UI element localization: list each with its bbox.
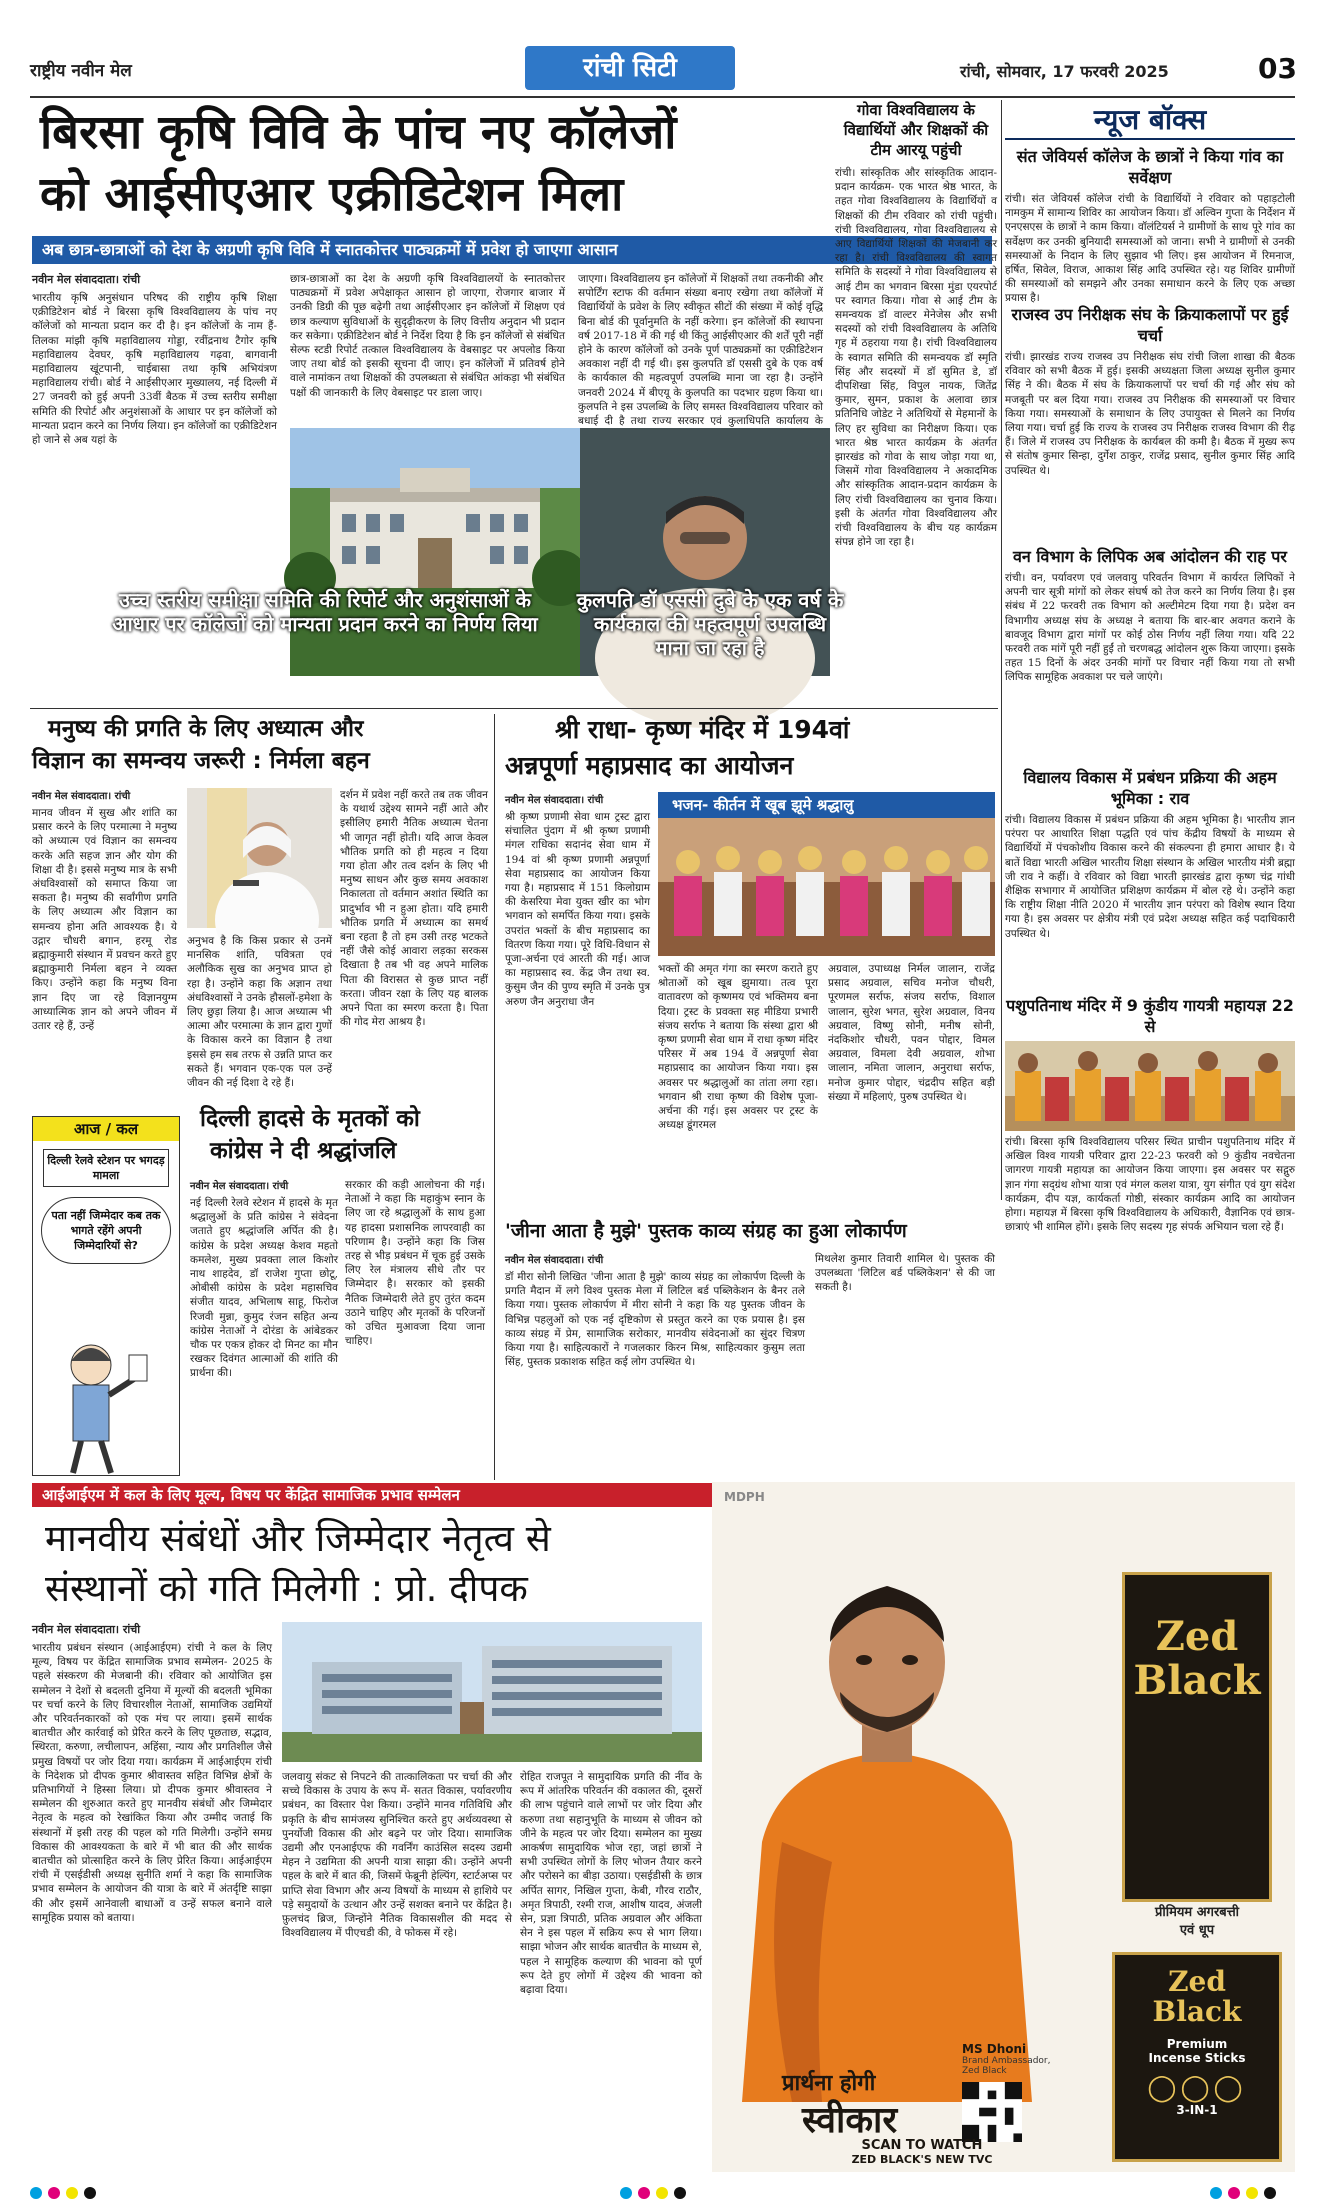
book-col-2-text: मिथलेश कुमार तिवारी शामिल थे। पुस्तक की उपलब्धता 'लिटिल बर्ड पब्लिकेशन' से की जा सकती है। bbox=[815, 1253, 995, 1294]
news-item-3-text: रांची। वन, पर्यावरण एवं जलवायु परिवर्तन विभाग में कार्यरत लिपिकों ने अपनी चार सूत्री मांगों को लेकर संघर्ष को तेज करने का निर्णय लिया है। इस संबंध में 22 फरवरी तक विभाग को अल्टीमेटम दिया गया है। प्रदेश वन विभागीय अध्यक्ष संघ के अध्यक्ष ने बताया कि बार-बार अवगत कराने के बावजूद विभाग द्वारा मांगों पर कोई ठोस निर्णय नहीं लिया गया। यदि 22 फरवरी तक मांगें पूरी नहीं हुईं तो चरणबद्ध आंदोलन शुरू किया जाएगा। इसके तहत 15 दिनों के अंदर उनकी मांगों पर विचार नहीं किया गया तो सभी लिपिक सामूहिक अवकाश पर चले जाएंगे। bbox=[1005, 572, 1295, 684]
radha-byline: नवीन मेल संवाददाता। रांची bbox=[505, 795, 604, 806]
iim-campus-illustration bbox=[282, 1622, 702, 1762]
lead-col-2-text: छात्र-छात्राओं का देश के अग्रणी कृषि विश्वविद्यालयों के स्नातकोत्तर पाठ्यक्रमों में प्रवेश अपेक्षाकृत आसान हो जाएगा, रोजगार बाजार में उनकी डिग्री की पूछ बढ़ेगी तथा आईसीएआर इन कॉलेजों में शिक्षण एवं छात्र कल्याण सुविधाओं के सुदृढ़ीकरण के लिए वित्तीय अनुदान भी प्रदान कर सकेगा। एक्रीडिटेशन बोर्ड ने निर्देश दिया है कि इन कॉलेजों से संबंधित सेल्फ स्टडी रिपोर्ट तत्काल विश्वविद्यालय के वेबसाइट पर अपलोड किया जाए तथा बोर्ड को इसकी सूचना दी जाए। इन कॉलेजों में प्रतिवर्ष होने वाले नामांकन तथा शिक्षकों की उपलब्धता से संबंधित आंकड़ा भी संबंधित पक्षों की जानकारी के लिए वेबसाइट पर डाला जाए। bbox=[290, 273, 565, 399]
cartoon-header bbox=[33, 1117, 179, 1141]
mid-vertical-rule bbox=[494, 714, 495, 1480]
speaker-illustration bbox=[187, 788, 332, 928]
section-banner bbox=[525, 46, 735, 90]
radha-headline-2: अन्नपूर्णा महाप्रसाद का आयोजन bbox=[505, 751, 794, 780]
delhi-col-1-text: नई दिल्ली रेलवे स्टेशन में हादसे के मृत श्रद्धालुओं के प्रति कांग्रेस ने संवेदना जताते हुए श्रद्धांजलि अर्पित की है। कांग्रेस के प्रदेश अध्यक्ष केशव महतो कमलेश, मुख्य प्रवक्ता लाल किशोर नाथ शाहदेव, डॉ राजेश गुप्ता छोटू, ओबीसी कांग्रेस के प्रदेश महासचिव संजीत यादव, अभिलाष साहू, फिरोज रिजवी मुन्ना, कुमुद रंजन सहित अन्य कांग्रेस नेताओं ने दोरंडा के आंबेडकर चौक पर एकत्र होकर दो मिनट का मौन रखकर दिवंगत आत्माओं की शांति की प्रार्थना की। bbox=[190, 1197, 338, 1380]
news-item-2 bbox=[1005, 304, 1295, 536]
lead-caption-right: कुलपति डॉ एससी दुबे के एक वर्ष के कार्यकाल की महत्वपूर्ण उपलब्धि माना जा रहा है bbox=[576, 588, 844, 660]
book-headline: 'जीना आता है मुझे' पुस्तक काव्य संग्रह का हुआ लोकार्पण bbox=[505, 1220, 907, 1242]
reg-mark-magenta-2 bbox=[638, 2187, 650, 2199]
reg-mark-cyan bbox=[30, 2187, 42, 2199]
ambassador-title-2: Zed Black bbox=[962, 2066, 1007, 2076]
radha-col-3-text: अग्रवाल, उपाध्यक्ष निर्मल जालान, राजेंद्र प्रसाद अग्रवाल, सचिव मनोज चौधरी, पूरणमल सर्राफ, संजय सर्राफ, विशाल जालान, सुरेश भगत, सुरेश अग्रवाल, विनय अग्रवाल, विष्णु सोनी, मनीष सोनी, नंदकिशोर चौधरी, पवन पोद्दार, विमल अग्रवाल, विमला देवी अग्रवाल, शोभा जालान, नमिता जालान, अनुराधा सर्राफ, मनोज कुमार पोद्दार, चंद्रदीप सहित बड़ी संख्या में महिलाएं, पुरुष उपस्थित थे। bbox=[828, 963, 995, 1103]
nirmala-headline-2: विज्ञान का समन्वय जरूरी : निर्मला बहन bbox=[32, 748, 370, 774]
news-item-5-headline: पशुपतिनाथ मंदिर में 9 कुंडीय गायत्री महायज्ञ 22 से bbox=[1006, 996, 1294, 1036]
box1-label-1: प्रीमियम अगरबत्ती bbox=[1154, 1905, 1240, 1920]
ad-tagline-1: प्रार्थना होगी bbox=[782, 2070, 876, 2096]
product-box-2 bbox=[1112, 1952, 1282, 2162]
nirmala-col-2-text: अनुभव है कि किस प्रकार से उनमें मानसिक शांति, पवित्रता एवं अलौकिक सुख का अनुभव प्राप्त हो रहा है। उन्होंने कहा कि अज्ञान तथा अंधविश्वासों ने उनके हौसलों-हमेशा के लिए छुड़ा लिया है। आज अध्यात्म भी आत्मा और परमात्मा के ज्ञान द्वारा गुणों के विकास करने का विज्ञान है तथा इससे हम सब तरफ से उन्नति प्राप्त कर सकते हैं। भगवान एक-एक पल उन्हें जीवन की नई दिशा दे रहे हैं। bbox=[187, 935, 332, 1090]
lead-bottom-rule bbox=[30, 708, 998, 709]
cartoon-box bbox=[32, 1116, 180, 1476]
page-number: 03 bbox=[1258, 52, 1297, 85]
campus-illustration bbox=[290, 428, 580, 676]
radha-col-1 bbox=[505, 792, 650, 1212]
reg-mark-yellow-2 bbox=[656, 2187, 668, 2199]
cartoon-man-icon bbox=[33, 1325, 179, 1475]
box2-label-3: 3-IN-1 bbox=[1176, 2103, 1218, 2117]
box2-label-1: Premium bbox=[1166, 2037, 1228, 2051]
news-box-title: न्यूज बॉक्स bbox=[1005, 100, 1295, 140]
reg-mark-black bbox=[84, 2187, 96, 2199]
yagya-photo bbox=[1005, 1041, 1295, 1131]
ad-publisher-mark: MDPH bbox=[724, 1490, 765, 1504]
news-item-2-text: रांची। झारखंड राज्य राजस्व उप निरीक्षक संघ रांची जिला शाखा की बैठक रविवार को सभी बैठक में हुई। इसकी अध्यक्षता जिला अध्यक्ष सुनील कुमार सिंह ने की। बैठक में संघ के क्रियाकलापों पर चर्चा की गई और संघ को मजबूती पर बल दिया गया। राजस्व उप निरीक्षक की समस्याओं पर विचार किया गया। समस्याओं के समाधान के लिए उपायुक्त से मिलने का निर्णय लिया गया। चर्चा हुई कि राज्य के राजस्व उप निरीक्षक राजस्व विभाग की रीढ़ हैं। जिले में राजस्व उप निरीक्षक के कार्यबल की कमी है। बैठक में मुख्य रूप से संतोष कुमार सिन्हा, दुर्गेश ठाकुर, राजेंद्र प्रसाद, सुनील कुमार सिंह आदि उपस्थित थे। bbox=[1005, 351, 1295, 477]
delhi-headline-2: कांग्रेस ने दी श्रद्धांजलि bbox=[210, 1138, 397, 1164]
nirmala-col-1-text: मानव जीवन में सुख और शांति का प्रसार करने के लिए परमात्मा ने मनुष्य को अध्यात्म एवं विज्ञान का समन्वय करके अति सहज ज्ञान और योग की शिक्षा दी है। इससे मनुष्य मात्र के सभी अंधविश्वासों को समाप्त किया जा सकता है। मनुष्य की सर्वांगीण प्रगति के लिए अध्यात्म और विज्ञान का समन्वय होना अति आवश्यक है। ये उद्गार चौधरी बगान, हरमू रोड ब्रह्माकुमारी संस्थान में प्रवचन करते हुए ब्रह्माकुमारी निर्मला बहन ने व्यक्त किए। उन्होंने कहा कि मनुष्य विना ज्ञान दिए जा रहे विज्ञानयुग्म आध्यात्मिक ज्ञान को अपने जीवन में उतार रहे हैं, उन्हें bbox=[32, 807, 177, 1033]
ad-cta-line-2: ZED BLACK'S NEW TVC bbox=[851, 2153, 993, 2166]
book-col-1-text: डॉ मीरा सोनी लिखित 'जीना आता है मुझे' काव्य संग्रह का लोकार्पण दिल्ली के प्रगति मैदान में लगे विश्व पुस्तक मेला में लिटिल बर्ड पब्लिकेशन के बैनर तले किया गया। पुस्तक लोकार्पण में मीरा सोनी ने कहा कि यह पुस्तक जीवन के विभिन्न पहलुओं को एक नई दृष्टिकोण से प्रस्तुत करने का एक प्रयास है। इस काव्य संग्रह में प्रेम, सामाजिक सरोकार, मानवीय संवेदनाओं का सुंदर चित्रण किया गया है। साहित्यकारों ने गजलकार किरन मिश्र, साहित्यकार कुसुम लता सिंह, पुस्तक प्रकाशक सहित कई लोग उपस्थित थे। bbox=[505, 1271, 805, 1369]
masthead bbox=[30, 44, 1295, 94]
box2-label-2: Incense Sticks bbox=[1148, 2051, 1246, 2065]
delhi-headline-1: दिल्ली हादसे के मृतकों को bbox=[200, 1106, 420, 1132]
lead-subhead-text: अब छात्र-छात्राओं को देश के अग्रणी कृषि विवि में स्नातकोत्तर पाठ्यक्रमों में प्रवेश हो जाएगा आसान bbox=[42, 240, 618, 259]
reg-mark-yellow bbox=[66, 2187, 78, 2199]
product-box-1-label bbox=[1112, 1902, 1282, 1938]
rings-icon: ◯◯◯ bbox=[1147, 2073, 1247, 2103]
iim-col-1 bbox=[32, 1622, 272, 2170]
news-item-4-headline: विद्यालय विकास में प्रबंधन प्रक्रिया की अहम भूमिका : राव bbox=[1023, 768, 1277, 808]
iim-photo bbox=[282, 1622, 702, 1762]
dateline: रांची, सोमवार, 17 फरवरी 2025 bbox=[960, 62, 1169, 81]
goa-headline: गोवा विश्वविद्यालय के विद्यार्थियों और शिक्षकों की टीम आरयू पहुंची bbox=[843, 101, 989, 159]
iim-byline: नवीन मेल संवाददाता। रांची bbox=[32, 1623, 141, 1636]
cartoon-sign: दिल्ली रेलवे स्टेशन पर भगदड़ मामला bbox=[43, 1149, 169, 1187]
masthead-rule bbox=[30, 96, 1295, 98]
iim-headline-1: मानवीय संबंधों और जिम्मेदार नेतृत्व से bbox=[45, 1517, 551, 1560]
iim-col-1-text: भारतीय प्रबंधन संस्थान (आईआईएम) रांची ने कल के लिए मूल्य, विषय पर केंद्रित सामाजिक प्रभाव सम्मेलन- 2025 के पहले संस्करण की मेजबानी की। रविवार को आयोजित इस सम्मेलन ने देशों से बदलती दुनिया में मूल्यों की बदलती भूमिका पर चर्चा करने के लिए विचारशील नेताओं, सामाजिक उद्यमियों और परिवर्तनकारकों को एक मंच पर लाया। इसमें सार्थक बातचीत और कार्रवाई को प्रेरित करने के लिए पूछताछ, सद्भाव, स्थिरता, करुणा, लचीलापन, अहिंसा, न्याय और प्रगतिशील जैसे प्रमुख विषयों पर जोर दिया गया। कार्यक्रम में आईआईएम रांची के निदेशक प्रो दीपक कुमार श्रीवास्तव सहित विभिन्न क्षेत्रों के प्रतिभागियों ने हिस्सा लिया। प्रो दीपक कुमार श्रीवास्तव ने सम्मेलन की शुरुआत करते हुए मानवीय संबंधों और जिम्मेदार नेतृत्व के महत्व को रेखांकित किया और उम्मीद जताई कि संस्थानों में इसी तरह की पहल को गति मिलेगी। उन्होंने समग्र विकास की आवश्यकता के बारे में भी बात की और सार्थक बातचीत को प्रोत्साहित करने के लिए प्रेरित किया। आईआईएम रांची में एसईडीसी अध्यक्ष सुनीति शर्मा ने कहा कि सामाजिक प्रभाव सम्मेलन के आयोजन की यात्रा के बारे में अंतर्दृष्टि साझा की और इसमें आनेवाली बाधाओं व उन्हें सफल बनाने वाले सामूहिक प्रयास को बताया। bbox=[32, 1642, 272, 1924]
lead-col-1-text: भारतीय कृषि अनुसंधान परिषद की राष्ट्रीय कृषि शिक्षा एक्रीडिटेशन बोर्ड ने बिरसा कृषि विश्वविद्यालय के पांच नए कॉलेजों को मान्यता प्रदान कर दी है। इन कॉलेजों के नाम हैं- तिलका मांझी कृषि महाविद्यालय गोड्डा, रवींद्रनाथ टैगोर कृषि महाविद्यालय देवघर, कृषि महाविद्यालय गढ़वा, बागवानी महाविद्यालय खूंटपानी, चाईबासा तथा कृषि अभियंत्रण महाविद्यालय रांची। बोर्ड ने आईसीएआर मुख्यालय, नई दिल्ली में 27 जनवरी को हुई अपनी 33वीं बैठक में उच्च स्तरीय समीक्षा समिति की रिपोर्ट और अनुशंसाओं के आधार पर इन कॉलेजों को मान्यता प्रदान करने का निर्णय लिया। इन कॉलेजों का एक्रीडिटेशन हो जाने से अब यहां के bbox=[32, 292, 277, 447]
ad-tagline-2: स्वीकार bbox=[802, 2099, 898, 2141]
box1-label-2: एवं धूप bbox=[1179, 1923, 1215, 1938]
book-col-1 bbox=[505, 1252, 805, 1476]
cartoon-label-today: आज bbox=[73, 1120, 101, 1138]
reg-mark-cyan-3 bbox=[1210, 2187, 1222, 2199]
ad-ambassador-credit bbox=[962, 2042, 1102, 2076]
box2-brand-2: Black bbox=[1152, 1995, 1242, 2028]
reg-mark-magenta-3 bbox=[1228, 2187, 1240, 2199]
lead-headline-1: बिरसा कृषि विवि के पांच नए कॉलेजों bbox=[40, 105, 677, 160]
news-item-2-headline: राजस्व उप निरीक्षक संघ के क्रियाकलापों पर हुई चर्चा bbox=[1011, 305, 1289, 345]
news-item-1 bbox=[1005, 146, 1295, 305]
news-item-3 bbox=[1005, 546, 1295, 757]
goa-text: रांची। सांस्कृतिक और सांस्कृतिक आदान-प्रदान कार्यक्रम- एक भारत श्रेष्ठ भारत, के तहत गोवा विश्वविद्यालय के विद्यार्थियों व शिक्षकों की टीम रविवार को रांची पहुंची। रांची विश्वविद्यालय, गोवा विश्वविद्यालय से आए विद्यार्थियों शिक्षकों की मेजबानी कर रहा है। रांची विश्वविद्यालय की स्वागत समिति के सदस्यों ने गोवा विश्वविद्यालय से आई टीम का भगवान बिरसा मुंडा एयरपोर्ट पर स्वागत किया। गोवा से आई टीम के समन्वयक डॉ वाल्टर मेनेजेस और सभी सदस्यों को रांची विश्वविद्यालय के अतिथि गृह में ठहराया गया है। रांची विश्वविद्यालय के स्वागत समिति की समन्वयक डॉ स्मृति सिंह और सदस्यों में डॉ सुमित डे, डॉ दीपशिखा सिंह, विपुल नायक, जितेंद्र कुमार, सुमन, प्रकाश के अलावा छात्र प्रतिनिधि जोडेट ने अतिथियों से मेहमानों के लिए हर सुविधा का निरीक्षण किया। एक भारत श्रेष्ठ भारत कार्यक्रम के अंतर्गत झारखंड को गोवा के साथ जोड़ा गया था, जिसमें गोवा विश्वविद्यालय ने अकादमिक और सांस्कृतिक आदान-प्रदान कार्यक्रम के लिए रांची विश्वविद्यालय का चुनाव किया। इसी के अंतर्गत गोवा विश्वविद्यालय और रांची विश्वविद्यालय के बीच यह कार्यक्रम संपन्न होने जा रहा है। bbox=[835, 167, 997, 549]
reg-mark-black-2 bbox=[674, 2187, 686, 2199]
registration-marks-center bbox=[620, 2184, 692, 2203]
product-box-1 bbox=[1122, 1572, 1272, 1902]
cartoon-bubble: पता नहीं जिम्मेदार कब तक भागते रहेंगे अपनी जिम्मेदारियों से? bbox=[41, 1197, 171, 1264]
box1-brand-2: Black bbox=[1133, 1657, 1261, 1704]
right-column-rule bbox=[1001, 100, 1002, 1200]
lead-col-3-text: जाएगा। विश्वविद्यालय इन कॉलेजों में शिक्षकों तथा तकनीकी और सपोर्टिंग स्टाफ की वर्तमान संख्या बनाए रखेगा तथा कॉलेजों में विद्यार्थियों के प्रवेश के लिए स्वीकृत सीटों की संख्या में कोई वृद्धि बिना बोर्ड की पूर्वानुमति के नहीं करेगा। इन कॉलेजों की स्थापना वर्ष 2017-18 में की गई थी किंतु आईसीएआर की शर्तें पूरी नहीं होने के कारण कॉलेजों को उनके पूर्ण पाठ्यक्रमों का एक्रीडिटेशन अवकाश नहीं दी गई थी। इस कुलपति डॉ एससी दुबे के एक वर्ष के कार्यकाल की महत्वपूर्ण उपलब्धि माना जा रहा है। उन्होंने जनवरी 2024 में बीएयू के कुलपति का पदभार ग्रहण किया था। कुलपति ने इस उपलब्धि के लिए समस्त विश्वविद्यालय परिवार को बधाई दी है तथा राज्य सरकार एवं कुलाधिपति कार्यालय के bbox=[578, 273, 823, 428]
ad-cta-line-1: SCAN TO WATCH bbox=[861, 2138, 983, 2153]
cartoon-label-tomorrow: कल bbox=[116, 1120, 139, 1138]
reg-mark-cyan-2 bbox=[620, 2187, 632, 2199]
news-box bbox=[1005, 100, 1296, 1234]
delhi-col-1 bbox=[190, 1178, 338, 1478]
qr-code-icon[interactable] bbox=[962, 2082, 1022, 2142]
zed-black-ad bbox=[712, 1482, 1295, 2172]
lead-byline: नवीन मेल संवाददाता। रांची bbox=[32, 273, 141, 286]
ad-cta bbox=[752, 2138, 1092, 2166]
delhi-col-2-text: सरकार की कड़ी आलोचना की गई। नेताओं ने कहा कि महाकुंभ स्नान के लिए जा रहे श्रद्धालुओं के साथ हुआ यह हादसा प्रशासनिक लापरवाही का परिणाम है। उन्होंने कहा कि जिस तरह से भीड़ प्रबंधन में चूक हुई उसके लिए रेल मंत्रालय सीधे तौर पर जिम्मेदार है। सरकार को इसकी नैतिक जिम्मेदारी लेते हुए तुरंत कदम उठाने चाहिए और मृतकों के परिजनों को उचित मुआवजा दिया जाना चाहिए। bbox=[345, 1179, 485, 1348]
goa-story bbox=[835, 100, 997, 680]
radha-photo bbox=[658, 792, 995, 956]
ambassador-title-1: Brand Ambassador, bbox=[962, 2056, 1051, 2066]
news-item-1-text: रांची। संत जेवियर्स कॉलेज रांची के विद्यार्थियों ने रविवार को पहाड़टोली नामकुम में सामान्य शिविर का आयोजन किया। डॉ अल्विन गुप्ता के निर्देशन में एनएसएस के छात्रों ने काम किया। वॉलंटियर्स ने ग्रामीणों के साथ पूरे गांव का सर्वेक्षण कर उनकी बुनियादी समस्याओं को जाना। सभी ने ग्रामीणों से उनकी समस्याओं के निदान के लिए सुझाव भी लिए। इस आयोजन में रिमनाज, हर्षित, सिवेल, विराज, आकाश सिंह आदि उपस्थित रहे। यह शिविर ग्रामीणों की समस्याओं को समझने और उनका समाधान करने के लिए एक अच्छा प्रयास है। bbox=[1005, 193, 1295, 305]
reg-mark-magenta bbox=[48, 2187, 60, 2199]
iim-col-2-text: जलवायु संकट से निपटने की तात्कालिकता पर चर्चा की और सच्चे विकास के उपाय के रूप में- सतत विकास, पर्यावरणीय प्रबंधन, का विस्तार पेश किया। उन्होंने मानव गतिविधि और प्रकृति के बीच सामंजस्य सुनिश्चित करते हुए अर्थव्यवस्था से पुनर्योजी विकास की ओर बढ़ने पर जोर दिया। सामाजिक उद्यमी और एनआईएफ की गवर्निंग काउंसिल सदस्य उद्यमी मेहन ने उद्यमिता की अपनी यात्रा साझा की। उन्होंने अपनी पहल के बारे में बात की, जिसमें फेब्रूनी हेल्पिंग, स्टार्टअप्स पर प्राप्ति सेवा विभाग और अन्य विषयों के माध्यम से हाशिये पर पड़े समुदायों के उत्थान और उन्हें सशक्त बनाने पर केंद्रित है। फ़ुलचंद ब्रिज, जिन्होंने नैतिक विकासशील की मदद से विश्वविद्यालय में पीएचडी की, वे फोकस में रहे। bbox=[282, 1771, 512, 1940]
news-item-4-text: रांची। विद्यालय विकास में प्रबंधन प्रक्रिया की अहम भूमिका है। भारतीय ज्ञान परंपरा पर आधारित शिक्षा पद्धति एवं पांच केंद्रीय विषयों के माध्यम से विद्यार्थियों में पंचकोशीय विकास करने की संकल्पना ही हमारा आधार है। ये बातें विद्या भारती अखिल भारतीय शिक्षा संस्थान के अखिल भारतीय मंत्री ब्रह्मा जी राव ने कहीं। वे रविवार को विद्या भारती झारखंड द्वारा कृष्ण चंद्र गांधी शैक्षिक सभागार में आयोजित प्रशिक्षण कार्यक्रम में बोल रहे थे। उन्होंने कहा कि राष्ट्रीय शिक्षा नीति 2020 में भारतीय ज्ञान परंपरा को विशेष स्थान दिया गया है। इस अवसर पर क्षेत्रीय मंत्री एवं प्रदेश अध्यक्ष सहित कई पदाधिकारी उपस्थित थे। bbox=[1005, 814, 1296, 940]
nirmala-col-1 bbox=[32, 788, 177, 1108]
radha-col-2-text: भक्तों की अमृत गंगा का स्मरण कराते हुए श्रोताओं को खूब झुमाया। तत्व पूरा वातावरण को कृष्णमय एवं भक्तिमय बना दिया। ट्रस्ट के प्रवक्ता सह मीडिया प्रभारी संजय सर्राफ ने बताया कि संस्था द्वारा श्री कृष्ण प्रणामी सेवा धाम में राधा कृष्ण मंदिर परिसर में अब 194 वें अन्नपूर्णा सेवा महाप्रसाद का आयोजन किया गया। इस अवसर पर श्रद्धालुओं का तांता लगा रहा। भगवान श्री राधा कृष्ण की विशेष पूजा-अर्चना की गई। इस अवसर पर ट्रस्ट के अध्यक्ष डूंगरमल bbox=[658, 963, 818, 1132]
lead-caption-left: उच्च स्तरीय समीक्षा समिति की रिपोर्ट और अनुशंसाओं के आधार पर कॉलेजों को मान्यता प्रदान करने का निर्णय लिया bbox=[112, 588, 538, 636]
iim-strip-text: आईआईएम में कल के लिए मूल्य, विषय पर केंद्रित सामाजिक प्रभाव सम्मेलन bbox=[42, 1486, 460, 1504]
paper-name: राष्ट्रीय नवीन मेल bbox=[30, 61, 132, 81]
lead-headline-2: को आईसीएआर एक्रीडिटेशन मिला bbox=[40, 167, 624, 222]
iim-headline-2: संस्थानों को गति मिलेगी : प्रो. दीपक bbox=[45, 1567, 528, 1610]
book-byline: नवीन मेल संवाददाता। रांची bbox=[505, 1255, 604, 1266]
radha-headline-1: श्री राधा- कृष्ण मंदिर में 194वां bbox=[555, 715, 850, 744]
reg-mark-black-3 bbox=[1264, 2187, 1276, 2199]
registration-marks-left bbox=[30, 2184, 102, 2203]
news-item-1-headline: संत जेवियर्स कॉलेज के छात्रों ने किया गांव का सर्वेक्षण bbox=[1016, 147, 1284, 187]
nirmala-byline: नवीन मेल संवाददाता। रांची bbox=[32, 791, 131, 802]
ambassador-name: MS Dhoni bbox=[962, 2042, 1027, 2056]
ambassador-figure bbox=[722, 1542, 1052, 2102]
news-item-3-headline: वन विभाग के लिपिक अब आंदोलन की राह पर bbox=[1013, 547, 1287, 566]
iim-col-3-text: रोहित राजपूत ने सामुदायिक प्रगति की नींव के रूप में आंतरिक परिवर्तन की वकालत की, दूसरों की लाभ पहुंचाने वाले लाभों पर जोर दिया और करुणा तथा सहानुभूति के माध्यम से जीवन को जीने के महत्व पर जोर दिया। सम्मेलन का मुख्य आकर्षण सामुदायिक भोज रहा, जहां छात्रों ने सभी उपस्थित लोगों के लिए भोजन तैयार करने और परोसने का बीड़ा उठाया। एसईडीसी के छात्र अर्पित सागर, निखिल गुप्ता, केबी, गौरव राठौर, अमृत त्रिपाठी, रश्मी राज, आशीष यादव, अंजली सेन, प्रज्ञा त्रिपाठी, प्रतिक अग्रवाल और अंकिता सेन ने इस पहल में सक्रिय रूप से भाग लिया। साझा भोजन और सार्थक बातचीत के माध्यम से, पहल ने सामूहिक कल्याण की भावना को पूर्ण रूप देते हुए लोगों में उद्देश्य की भावना को बढ़ावा दिया। bbox=[520, 1771, 702, 1997]
nirmala-col-3-text: दर्शन में प्रवेश नहीं करते तब तक जीवन के यथार्थ उद्देश्य सामने नहीं आते और इसीलिए हमारी नैतिक अध्यात्म चेतना भी जागृत नहीं होती। यदि आज केवल भौतिक प्रगति को ही महत्व न दिया गया होता और तत्व दर्शन के लिए भी मनुष्य साधन और कुछ समय अवकाश निकालता तो वर्तमान अशांत स्थिति का प्रादुर्भाव भी न हुआ होता। यदि हमारी भौतिक प्रगति में अध्यात्म का समर्थ बना रहता है तो हम उसी तरह भटकते नहीं जैसे कोई आवारा लड़का सरकस दिखाता है तब भी वह अपने मालिक पिता की विरासत से कुछ प्राप्त नहीं करता। जीवन रक्षा के लिए यह बालक अपने पिता का स्मरण करता है। पिता की गोद मेरा आश्रय है। bbox=[340, 789, 488, 1029]
registration-marks-right bbox=[1210, 2184, 1282, 2203]
news-item-5-text: रांची। बिरसा कृषि विश्वविद्यालय परिसर स्थित प्राचीन पशुपतिनाथ मंदिर में अखिल विश्व गायत्री परिवार द्वारा 22-23 फरवरी को 9 कुंडीय नवचेतना जागरण गायत्री महायज्ञ का आयोजन किया जाएगा। इस अवसर पर सद्गुरु ज्ञान गंगा सद्ग्रंथ शोभा यात्रा एवं मंगल कलश यात्रा, युग संगीत एवं युग संदेश कार्यक्रम, दीप यज्ञ, कार्यकर्ता गोष्ठी, संस्कार कार्यक्रम आदि का आयोजन होगा। महायज्ञ में बिरसा कृषि विश्वविद्यालय के अधिकारी, वैज्ञानिक एवं छात्र-छात्राएं भी शामिल होंगे। इसके लिए सदस्य गृह संपर्क अभियान चला रहे हैं। bbox=[1005, 1136, 1295, 1234]
news-item-4 bbox=[1005, 767, 1295, 985]
reg-mark-yellow-3 bbox=[1246, 2187, 1258, 2199]
radha-photo-caption: भजन- कीर्तन में खूब झूमे श्रद्धालु bbox=[658, 792, 995, 818]
section-title: रांची सिटी bbox=[583, 53, 677, 83]
delhi-byline: नवीन मेल संवाददाता। रांची bbox=[190, 1181, 289, 1192]
box1-brand-1: Zed bbox=[1155, 1613, 1239, 1660]
yagya-illustration bbox=[1005, 1041, 1295, 1131]
nirmala-headline-1: मनुष्य की प्रगति के लिए अध्यात्म और bbox=[48, 716, 364, 742]
campus-photo bbox=[290, 428, 580, 676]
box2-brand-1: Zed bbox=[1168, 1965, 1226, 1998]
cartoon-label-divider: / bbox=[105, 1120, 117, 1138]
nirmala-photo bbox=[187, 788, 332, 928]
news-item-5 bbox=[1005, 995, 1295, 1265]
radha-col-1-text: श्री कृष्ण प्रणामी सेवा धाम ट्रस्ट द्वारा संचालित पुंदाग में श्री कृष्ण प्रणामी मंगल राधिका सदानंद सेवा धाम में 194 वां श्री कृष्ण प्रणामी अन्नपूर्णा सेवा महाप्रसाद का आयोजन किया गया है। महाप्रसाद में 151 किलोग्राम की केसरिया मेवा युक्त खीर का भोग भगवान को समर्पित किया गया। इसके उपरांत भक्तों के बीच महाप्रसाद का वितरण किया गया। पूरे विधि-विधान से पूजा-अर्चना एवं आरती की गई। आज का महाप्रसाद स्व. केंद्र जैन तथा स्व. कुसुम जैन की पुण्य स्मृति में उनके पुत्र अरुण जैन अनुराधा जैन bbox=[505, 811, 650, 1008]
